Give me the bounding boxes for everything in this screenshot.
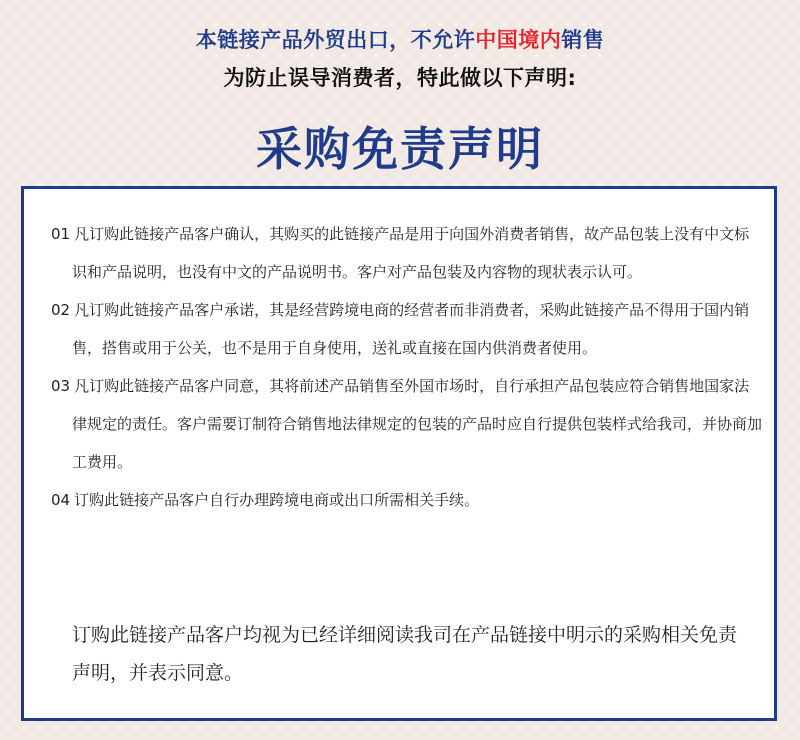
clause-text: 凡订购此链接产品客户确认，其购买的此链接产品是用于向国外消费者销售，故产品包装上没有中文标识和产品说明，也没有中文的产品说明书。客户对产品包装及内容物的现状表示认可。 [72, 225, 750, 281]
clause-number: 03 [51, 377, 71, 395]
clause-item [51, 215, 763, 291]
page-title: 采购免责声明 [256, 122, 544, 176]
clause-list [51, 215, 763, 519]
closing-statement: 订购此链接产品客户均视为已经详细阅读我司在产品链接中明示的采购相关免责声明，并表示同意。 [72, 624, 738, 684]
clause-number: 04 [51, 491, 71, 509]
header-notice-prefix: 本链接产品外贸出口，不允许 [195, 28, 476, 52]
clause-item [51, 291, 763, 367]
header-notice-line [0, 24, 800, 54]
clause-number: 02 [51, 301, 71, 319]
disclaimer-panel [21, 186, 777, 721]
clause-text: 凡订购此链接产品客户承诺，其是经营跨境电商的经营者而非消费者，采购此链接产品不得用于国内销售，搭售或用于公关，也不是用于自身使用，送礼或直接在国内供消费者使用。 [72, 301, 750, 357]
header-subtitle: 为防止误导消费者，特此做以下声明: [223, 66, 577, 90]
clause-text: 凡订购此链接产品客户同意，其将前述产品销售至外国市场时，自行承担产品包装应符合销售地国家法律规定的责任。客户需要订制符合销售地法律规定的包装的产品时应自行提供包装样式给我司，并协商加工费用。 [72, 377, 763, 471]
clause-number: 01 [51, 225, 71, 243]
clause-item [51, 481, 763, 519]
header-notice-suffix: 销售 [561, 28, 605, 52]
clause-item [51, 367, 763, 481]
header-notice-highlight: 中国境内 [475, 28, 562, 52]
clause-text: 订购此链接产品客户自行办理跨境电商或出口所需相关手续。 [74, 491, 480, 509]
